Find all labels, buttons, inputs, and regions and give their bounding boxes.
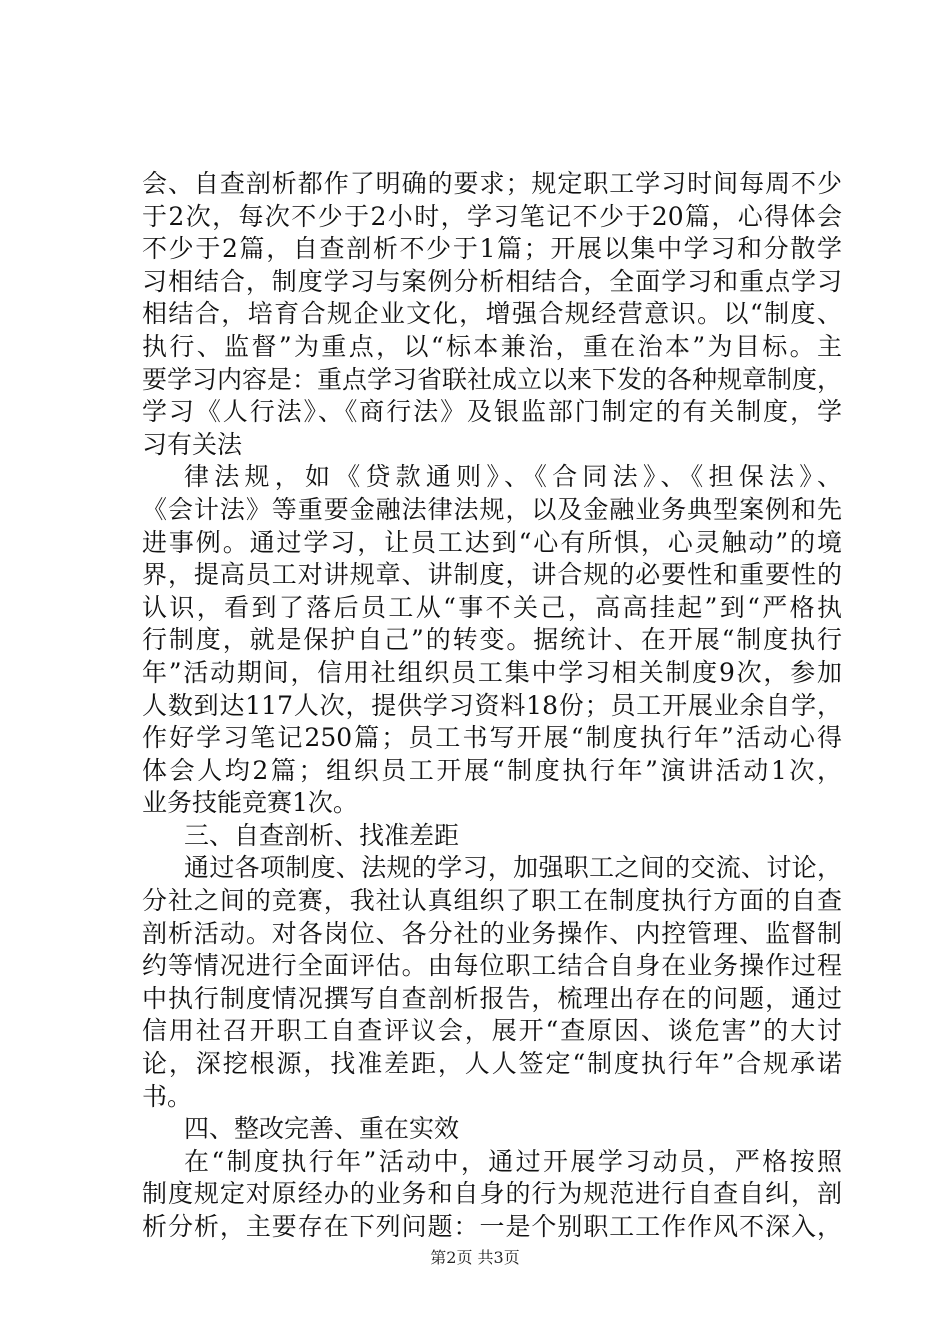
text-line: 于2次，每次不少于2小时，学习笔记不少于20篇，心得体会 bbox=[142, 201, 842, 231]
page-footer bbox=[0, 1245, 950, 1268]
text-line: 习有关法 bbox=[142, 429, 243, 459]
text-line: 学习《人行法》、《商行法》及银监部门制定的有关制度，学 bbox=[142, 397, 842, 427]
text-line: 律法规，如《贷款通则》、《合同法》、《担保法》、 bbox=[184, 462, 842, 492]
text-line: 会、自查剖析都作了明确的要求；规定职工学习时间每周不少 bbox=[142, 169, 842, 198]
text-line: 人数到达117人次，提供学习资料18份；员工开展业余自学， bbox=[142, 690, 842, 720]
text-line: 《会计法》等重要金融法律法规，以及金融业务典型案例和先 bbox=[142, 494, 842, 524]
text-line: 通过各项制度、法规的学习，加强职工之间的交流、讨论， bbox=[184, 853, 842, 883]
text-line: 习相结合，制度学习与案例分析相结合，全面学习和重点学习 bbox=[142, 266, 842, 296]
text-line: 在“制度执行年”活动中，通过开展学习动员，严格按照 bbox=[184, 1146, 842, 1176]
text-line: 业务技能竞赛1次。 bbox=[142, 788, 358, 818]
text-line: 剖析活动。对各岗位、各分社的业务操作、内控管理、监督制 bbox=[142, 918, 842, 948]
text-line: 不少于2篇，自查剖析不少于1篇；开展以集中学习和分散学 bbox=[142, 234, 842, 264]
text-line: 作好学习笔记250篇；员工书写开展“制度执行年”活动心得 bbox=[142, 723, 842, 753]
text-line: 三、自查剖析、找准差距 bbox=[184, 820, 460, 850]
text-line: 四、整改完善、重在实效 bbox=[184, 1114, 460, 1144]
page-number: 第2页 共3页 bbox=[430, 1248, 520, 1267]
text-line: 认识，看到了落后员工从“事不关己，高高挂起”到“严格执 bbox=[142, 592, 842, 622]
text-line: 进事例。通过学习，让员工达到“心有所惧，心灵触动”的境 bbox=[142, 527, 842, 557]
text-line: 书。 bbox=[142, 1081, 193, 1111]
text-line: 年”活动期间，信用社组织员工集中学习相关制度9次，参加 bbox=[142, 657, 842, 687]
text-line: 论，深挖根源，找准差距，人人签定“制度执行年”合规承诺 bbox=[142, 1049, 842, 1079]
text-line: 中执行制度情况撰写自查剖析报告，梳理出存在的问题，通过 bbox=[142, 983, 842, 1013]
text-line: 相结合，培育合规企业文化，增强合规经营意识。以“制度、 bbox=[142, 299, 842, 329]
text-line: 析分析，主要存在下列问题：一是个别职工工作作风不深入， bbox=[142, 1212, 842, 1241]
text-line: 制度规定对原经办的业务和自身的行为规范进行自查自纠，剖 bbox=[142, 1179, 842, 1209]
text-line: 体会人均2篇；组织员工开展“制度执行年”演讲活动1次， bbox=[142, 755, 842, 785]
text-line: 界，提高员工对讲规章、讲制度，讲合规的必要性和重要性的 bbox=[142, 560, 842, 590]
text-line: 信用社召开职工自查评议会，展开“查原因、谈危害”的大讨 bbox=[142, 1016, 842, 1046]
text-line: 执行、监督”为重点，以“标本兼治，重在治本”为目标。主 bbox=[142, 331, 842, 361]
text-line: 分社之间的竞赛，我社认真组织了职工在制度执行方面的自查 bbox=[142, 886, 842, 916]
text-line: 约等情况进行全面评估。由每位职工结合自身在业务操作过程 bbox=[142, 951, 842, 981]
document-body bbox=[142, 168, 842, 1244]
text-line: 要学习内容是：重点学习省联社成立以来下发的各种规章制度， bbox=[142, 364, 843, 394]
text-line: 行制度，就是保护自己”的转变。据统计、在开展“制度执行 bbox=[142, 625, 842, 655]
